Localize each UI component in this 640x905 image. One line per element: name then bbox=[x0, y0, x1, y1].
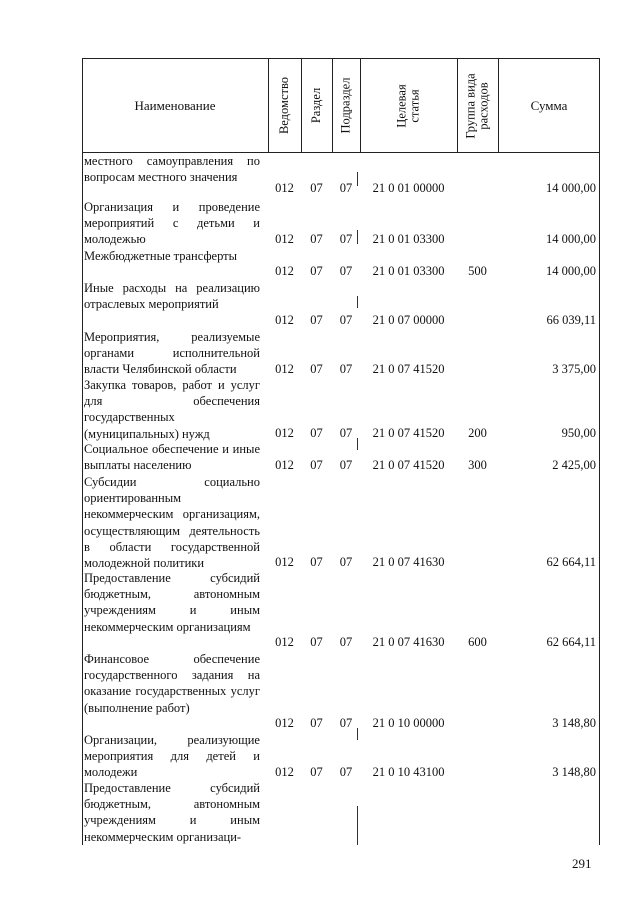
scan-mark bbox=[357, 806, 358, 845]
row-razdel: 07 bbox=[310, 181, 323, 195]
row-name: Социальное обеспечение и иные выплаты населению bbox=[84, 442, 260, 473]
row-celevaya: 21 0 01 03300 bbox=[372, 264, 445, 278]
row-summa: 14 000,00 bbox=[546, 181, 596, 195]
row-razdel: 07 bbox=[310, 426, 323, 440]
row-vedomstvo: 012 bbox=[275, 555, 294, 569]
row-podrazdel: 07 bbox=[339, 555, 353, 569]
row-vedomstvo: 012 bbox=[275, 716, 294, 730]
row-razdel: 07 bbox=[310, 232, 323, 246]
row-vedomstvo: 012 bbox=[275, 313, 294, 327]
row-razdel: 07 bbox=[310, 264, 323, 278]
table-right-border bbox=[599, 58, 600, 845]
row-name: Предоставление субсидий бюджетным, автономным учреждениям и иным некоммерческим организаци- bbox=[84, 781, 260, 844]
row-vedomstvo: 012 bbox=[275, 181, 294, 195]
page-number: 291 bbox=[572, 856, 592, 871]
row-podrazdel: 07 bbox=[339, 362, 353, 376]
row-celevaya: 21 0 07 41520 bbox=[372, 426, 445, 440]
header-celevaya-line2: статья bbox=[407, 88, 422, 123]
row-celevaya: 21 0 10 00000 bbox=[372, 716, 445, 730]
row-name: Организации, реализующие мероприятия для детей и молодежи bbox=[84, 733, 260, 780]
header-summa bbox=[498, 58, 600, 153]
row-summa: 2 425,00 bbox=[552, 458, 596, 472]
row-podrazdel: 07 bbox=[339, 458, 353, 472]
header-summa-text: Сумма bbox=[530, 97, 568, 113]
row-summa: 14 000,00 bbox=[546, 264, 596, 278]
row-name: Закупка товаров, работ и услуг для обеспечения государственных (муниципальных) нужд bbox=[84, 378, 260, 441]
header-podrazdel-text: Подраздел bbox=[338, 77, 353, 134]
header-name-text: Наименование bbox=[134, 97, 216, 113]
header-vedomstvo bbox=[268, 58, 301, 153]
row-vedomstvo: 012 bbox=[275, 362, 294, 376]
header-vedomstvo-text: Ведомство bbox=[277, 76, 291, 135]
row-razdel: 07 bbox=[310, 458, 323, 472]
budget-table bbox=[82, 58, 600, 845]
header-podrazdel bbox=[332, 58, 360, 153]
row-gruppa: 200 bbox=[468, 426, 487, 440]
row-podrazdel: 07 bbox=[339, 765, 353, 779]
row-podrazdel: 07 bbox=[339, 264, 353, 278]
header-gruppa-line1: Группа вида bbox=[463, 72, 478, 139]
row-razdel: 07 bbox=[310, 313, 323, 327]
row-celevaya: 21 0 07 41630 bbox=[372, 555, 445, 569]
row-name: Межбюджетные трансферты bbox=[84, 249, 238, 263]
row-name: Субсидии социально ориентированным некоммерческим организациям, осуществляющим деятельность в области государственной молодежной политики bbox=[84, 475, 260, 571]
row-summa: 3 148,80 bbox=[552, 716, 596, 730]
header-gruppa-line2: расходов bbox=[476, 81, 491, 130]
row-vedomstvo: 012 bbox=[275, 765, 294, 779]
row-podrazdel: 07 bbox=[339, 232, 353, 246]
header-celevaya bbox=[360, 58, 457, 153]
row-name: Финансовое обеспечение государственного задания на оказание государственных услуг (выполнение работ) bbox=[84, 652, 260, 715]
row-razdel: 07 bbox=[310, 635, 323, 649]
header-celevaya-line1: Целевая bbox=[394, 83, 409, 128]
row-razdel: 07 bbox=[310, 555, 323, 569]
row-celevaya: 21 0 01 00000 bbox=[372, 181, 445, 195]
table-left-border bbox=[82, 58, 83, 845]
row-podrazdel: 07 bbox=[339, 181, 353, 195]
row-razdel: 07 bbox=[310, 716, 323, 730]
row-podrazdel: 07 bbox=[339, 635, 353, 649]
header-gruppa-text bbox=[465, 73, 491, 138]
header-razdel bbox=[301, 58, 332, 153]
row-summa: 62 664,11 bbox=[546, 555, 596, 569]
row-name: Организация и проведение мероприятий с детьми и молодежью bbox=[84, 200, 260, 247]
row-vedomstvo: 012 bbox=[275, 635, 294, 649]
row-celevaya: 21 0 07 00000 bbox=[372, 313, 445, 327]
header-name bbox=[82, 58, 268, 153]
row-vedomstvo: 012 bbox=[275, 232, 294, 246]
row-podrazdel: 07 bbox=[339, 426, 353, 440]
row-gruppa: 600 bbox=[468, 635, 487, 649]
row-celevaya: 21 0 10 43100 bbox=[372, 765, 445, 779]
row-celevaya: 21 0 07 41630 bbox=[372, 635, 445, 649]
row-vedomstvo: 012 bbox=[275, 264, 294, 278]
row-name: Предоставление субсидий бюджетным, автономным учреждениям и иным некоммерческим организациям bbox=[84, 571, 260, 634]
row-name: Мероприятия, реализуемые органами исполнительной власти Челябинской области bbox=[84, 330, 260, 377]
header-razdel-text: Раздел bbox=[309, 87, 324, 124]
row-celevaya: 21 0 07 41520 bbox=[372, 458, 445, 472]
row-celevaya: 21 0 01 03300 bbox=[372, 232, 445, 246]
row-celevaya: 21 0 07 41520 bbox=[372, 362, 445, 376]
row-vedomstvo: 012 bbox=[275, 426, 294, 440]
row-summa: 3 375,00 bbox=[552, 362, 596, 376]
row-summa: 950,00 bbox=[561, 426, 596, 440]
row-summa: 3 148,80 bbox=[552, 765, 596, 779]
header-gruppa bbox=[457, 58, 498, 153]
row-vedomstvo: 012 bbox=[275, 458, 294, 472]
row-summa: 62 664,11 bbox=[546, 635, 596, 649]
row-summa: 14 000,00 bbox=[546, 232, 596, 246]
row-gruppa: 300 bbox=[468, 458, 487, 472]
row-podrazdel: 07 bbox=[339, 313, 353, 327]
row-razdel: 07 bbox=[310, 765, 323, 779]
row-gruppa: 500 bbox=[468, 264, 487, 278]
header-celevaya-text bbox=[396, 84, 422, 127]
scan-mark bbox=[357, 296, 358, 308]
row-name: Иные расходы на реализацию отраслевых мероприятий bbox=[84, 281, 260, 312]
row-summa: 66 039,11 bbox=[546, 313, 596, 327]
row-razdel: 07 bbox=[310, 362, 323, 376]
row-name: местного самоуправления по вопросам местного значения bbox=[84, 154, 260, 185]
row-podrazdel: 07 bbox=[339, 716, 353, 730]
